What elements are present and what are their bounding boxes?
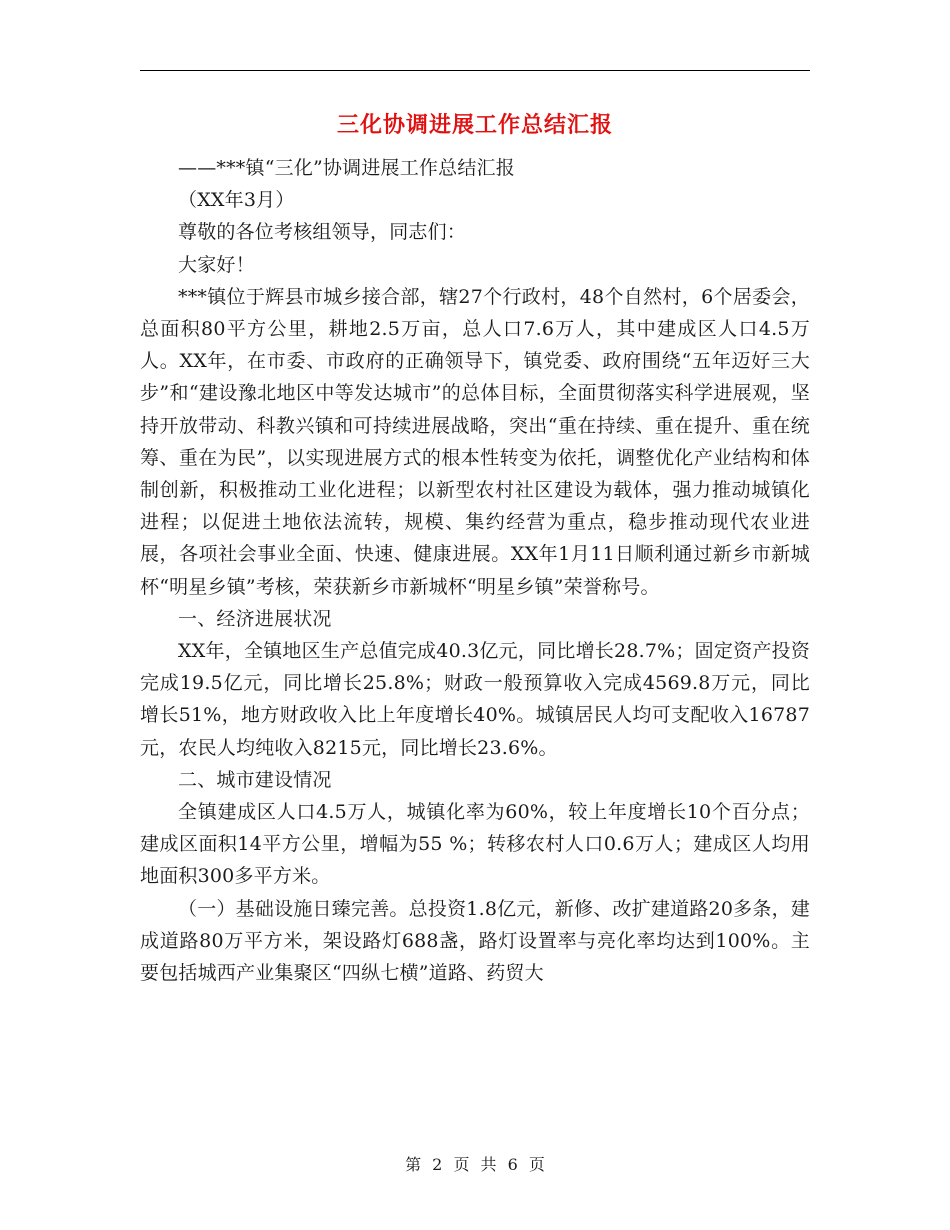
paragraph-economy: XX年，全镇地区生产总值完成40.3亿元，同比增长28.7%；固定资产投资完成19.5亿元，同比增长25.8%；财政一般预算收入完成4569.8万元，同比增长51%，地方财政收入比上年度增长40%。城镇居民人均可支配收入16787元，农民人均纯收入8215元，同比增长23.6%。 (140, 640, 810, 759)
paragraph-infrastructure: （一）基础设施日臻完善。总投资1.8亿元，新修、改扩建道路20多条，建成道路80万平方米，架设路灯688盏，路灯设置率与亮化率均达到100%。主要包括城西产业集聚区“四纵七横”道路、药贸大 (140, 897, 810, 985)
greeting: 大家好！ (178, 253, 255, 276)
header-rule (140, 70, 810, 71)
document-body (140, 104, 810, 989)
paragraph-intro: ***镇位于辉县市城乡接合部，辖27个行政村，48个自然村，6个居委会，总面积80平方公里，耕地2.5万亩，总人口7.6万人，其中建成区人口4.5万人。XX年，在市委、市政府的正确领导下，镇党委、政府围绕“五年迈好三大步”和“建设豫北地区中等发达城市”的总体目标，全面贯彻落实科学进展观，坚持开放带动、科教兴镇和可持续进展战略，突出“重在持续、重在提升、重在统筹、重在为民”，以实现进展方式的根本性转变为依托，调整优化产业结构和体制创新，积极推动工业化进程；以新型农村社区建设为载体，强力推动城镇化进程；以促进土地依法流转，规模、集约经营为重点，稳步推动现代农业进展，各项社会事业全面、快速、健康进展。XX年1月11日顺利通过新乡市新城杯“明星乡镇”考核，荣获新乡市新城杯“明星乡镇”荣誉称号。 (140, 285, 810, 598)
document-title: 三化协调进展工作总结汇报 (336, 112, 613, 138)
subtitle: ——***镇“三化”协调进展工作总结汇报 (178, 157, 515, 179)
page-number: 第 2 页 共 6 页 (405, 1155, 545, 1174)
salutation: 尊敬的各位考核组领导，同志们： (178, 221, 467, 244)
paragraph-urban: 全镇建成区人口4.5万人，城镇化率为60%，较上年度增长10个百分点；建成区面积14平方公里，增幅为55 %；转移农村人口0.6万人；建成区人均用地面积300多平方米。 (140, 801, 810, 888)
section-heading-economy: 一、经济进展状况 (178, 607, 332, 630)
date-line: （XX年3月） (178, 189, 295, 212)
section-heading-urban: 二、城市建设情况 (178, 768, 332, 791)
